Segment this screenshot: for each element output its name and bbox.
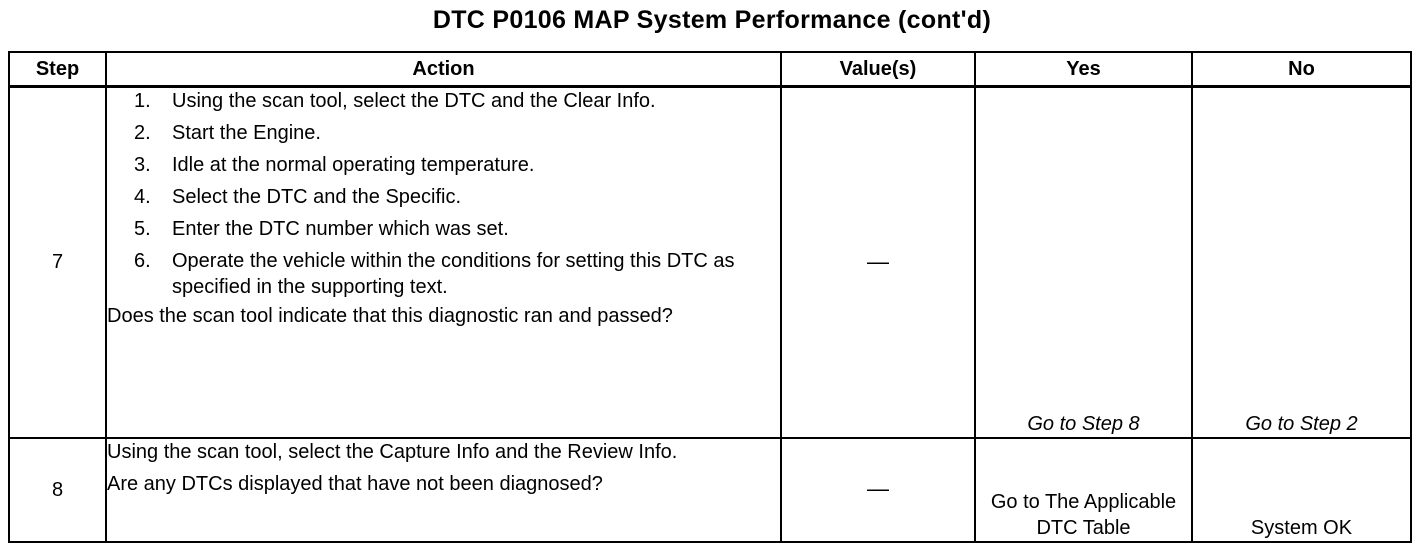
- header-step: Step: [9, 52, 106, 87]
- step-number: 8: [9, 438, 106, 542]
- item-number: 2.: [134, 122, 151, 144]
- yes-cell: Go to The Applicable DTC Table: [975, 438, 1192, 542]
- step-number: 7: [9, 87, 106, 438]
- value-cell: [781, 87, 975, 438]
- table-row: [9, 87, 1411, 438]
- no-cell: System OK: [1192, 438, 1411, 542]
- item-text: Enter the DTC number which was set.: [172, 218, 509, 240]
- list-item: [134, 184, 780, 210]
- item-number: 5.: [134, 218, 151, 240]
- item-number: 3.: [134, 154, 151, 176]
- action-step-list: [107, 88, 780, 300]
- action-intro: Using the scan tool, select the Capture Info and the Review Info.: [107, 440, 678, 463]
- header-no: No: [1192, 52, 1411, 87]
- action-cell: [106, 87, 781, 438]
- value-text: —: [867, 248, 889, 274]
- list-item: [134, 120, 780, 146]
- header-action: Action: [106, 52, 781, 87]
- item-text: Operate the vehicle within the conditions for setting this DTC as specified in the supporting text.: [172, 250, 735, 298]
- diagnostic-table: [8, 51, 1412, 543]
- item-text: Using the scan tool, select the DTC and the Clear Info.: [172, 90, 656, 112]
- value-text: —: [867, 476, 889, 501]
- item-number: 4.: [134, 186, 151, 208]
- no-cell: Go to Step 2: [1192, 87, 1411, 438]
- list-item: [134, 216, 780, 242]
- page-title: DTC P0106 MAP System Performance (cont'd): [432, 6, 992, 34]
- list-item: [134, 152, 780, 178]
- table-header-row: [9, 52, 1411, 87]
- yes-cell: Go to Step 8: [975, 87, 1192, 438]
- header-yes: Yes: [975, 52, 1192, 87]
- item-text: Idle at the normal operating temperature.: [172, 154, 535, 176]
- value-cell: [781, 438, 975, 542]
- list-item: [134, 248, 780, 300]
- header-values: Value(s): [781, 52, 975, 87]
- item-number: 6.: [134, 250, 151, 272]
- item-text: Select the DTC and the Specific.: [172, 186, 462, 208]
- action-question: Are any DTCs displayed that have not been diagnosed?: [107, 472, 603, 495]
- action-question: Does the scan tool indicate that this diagnostic ran and passed?: [107, 305, 673, 327]
- item-number: 1.: [134, 90, 151, 112]
- item-text: Start the Engine.: [172, 122, 321, 144]
- action-cell: [106, 438, 781, 542]
- table-row: [9, 438, 1411, 542]
- list-item: [134, 88, 780, 114]
